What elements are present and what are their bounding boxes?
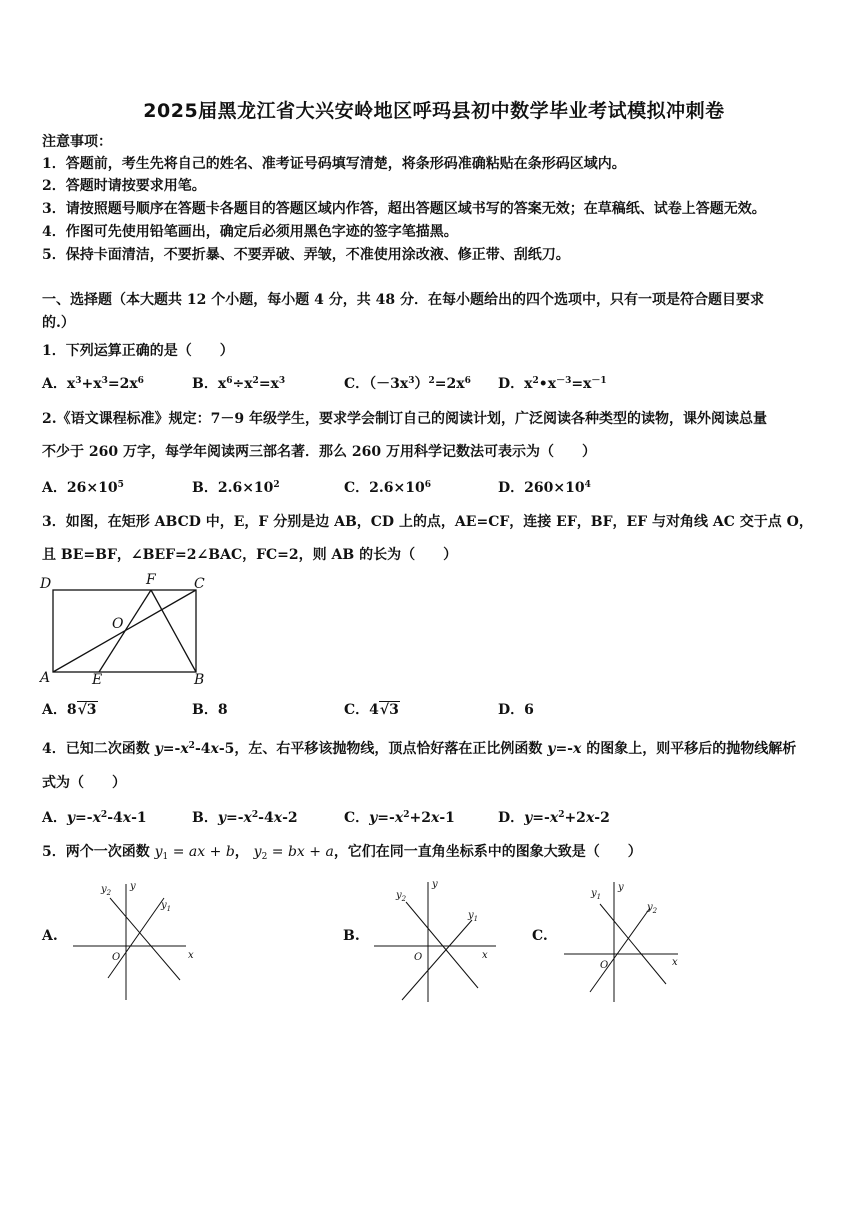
label-e: E: [92, 672, 103, 688]
y1-label: $y_1$: [468, 910, 479, 923]
q1-option-d: D．$x^2•x^{-3}=x^{-1}$: [498, 376, 607, 392]
q4-stem-line2: 式为（ ）: [42, 775, 126, 791]
note-item-4: 4．作图可先使用铅笔画出，确定后必须用黑色字迹的签字笔描黑。: [42, 224, 458, 240]
q4-option-c: C．$y=-x^2+2x-1$: [344, 810, 455, 826]
rectangle-abcd-figure: [36, 572, 216, 688]
y1-label: $y_1$: [591, 888, 602, 901]
origin-label: O: [112, 952, 121, 963]
y2-label: $y_2$: [647, 902, 658, 915]
q1-option-b: B．$x^6\div x^2=x^3$: [192, 376, 286, 392]
x-label: x: [672, 957, 678, 968]
q5-graph-b: [368, 876, 504, 1006]
q3-option-b: B．8: [192, 702, 228, 718]
origin-label: O: [600, 960, 609, 971]
note-item-3: 3．请按照题号顺序在答题卡各题目的答题区域内作答，超出答题区域书写的答案无效；在草稿纸、试卷上答题无效。: [42, 201, 766, 217]
label-c: C: [194, 576, 205, 592]
label-o: O: [112, 616, 124, 632]
line-y1: [600, 904, 666, 984]
section-heading-line2: 的.）: [42, 315, 75, 331]
q2-options: [42, 478, 842, 498]
q3-options: [42, 700, 842, 720]
q4-option-b: B．$y=-x^2-4x-2$: [192, 810, 298, 826]
note-item-1: 1．答题前，考生先将自己的姓名、准考证号码填写清楚，将条形码准确粘贴在条形码区域内。: [42, 156, 626, 172]
line-y1: [402, 920, 472, 1000]
y-label: y: [432, 879, 438, 890]
q5-option-c-label: C.: [532, 928, 548, 944]
q2-option-c: C．$2.6\times 10^6$: [344, 480, 431, 496]
y2-label: $y_2$: [396, 890, 407, 903]
x-label: x: [482, 950, 488, 961]
q3-stem-line1: 3．如图，在矩形 ABCD 中，E，F 分别是边 AB，CD 上的点，AE=CF，连接 EF，BF，EF 与对角线 AC 交于点 O，: [42, 514, 813, 530]
note-item-2: 2．答题时请按要求用笔。: [42, 178, 206, 194]
q1-option-c: C．$(-3x^3)^2=2x^6$: [344, 376, 471, 392]
q5-stem: 5．两个一次函数 $y_1$ = ax + b， $y_2$ = bx + a，它们在同一直角坐标系中的图象大致是（ ）: [42, 844, 642, 862]
x-label: x: [188, 950, 194, 961]
q4-option-d: D．$y=-x^2+2x-2$: [498, 810, 610, 826]
notes-heading: 注意事项：: [42, 134, 112, 150]
label-b: B: [194, 672, 205, 688]
q2-stem-line1: 2.《语文课程标准》规定：7－9 年级学生，要求学会制订自己的阅读计划，广泛阅读各种类型的读物，课外阅读总量: [42, 411, 767, 427]
q4-stem-line1: 4．已知二次函数 $y=-x^2-4x-5$，左、右平移该抛物线，顶点恰好落在正比例函数 y=-x 的图象上，则平移后的抛物线解析: [42, 741, 797, 757]
q3-option-c: C．4√3: [344, 702, 399, 718]
q3-stem-line2: 且 BE=BF，∠BEF=2∠BAC，FC=2，则 AB 的长为（ ）: [42, 547, 458, 563]
q3-option-d: D．6: [498, 702, 534, 718]
q2-option-d: D．$260\times 10^4$: [498, 480, 591, 496]
q5-graph-c: [560, 876, 690, 1006]
q2-stem-line2: 不少于 260 万字，每学年阅读两三部名著．那么 260 万用科学记数法可表示为（ ）: [42, 444, 596, 460]
q1-option-a: A．$x^3+x^3=2x^6$: [42, 376, 144, 392]
label-a: A: [40, 670, 51, 686]
q4-options: [42, 808, 842, 828]
q1-stem: 1．下列运算正确的是（ ）: [42, 343, 234, 359]
segment-ef: [99, 590, 151, 672]
y-label: y: [130, 881, 136, 892]
q5-option-a-label: A.: [42, 928, 58, 944]
q5-option-b-label: B.: [343, 928, 360, 944]
q4-option-a: A．$y=-x^2-4x-1$: [42, 810, 147, 826]
y1-label: $y_1$: [161, 900, 172, 913]
q5-graph-a: [68, 878, 198, 1004]
section-heading-line1: 一、选择题（本大题共 12 个小题，每小题 4 分，共 48 分．在每小题给出的四个选项中，只有一项是符合题目要求: [42, 292, 764, 308]
q2-option-b: B．$2.6\times 10^2$: [192, 480, 280, 496]
page-title: 2025届黑龙江省大兴安岭地区呼玛县初中数学毕业考试模拟冲刺卷: [143, 100, 725, 122]
y-label: y: [618, 882, 624, 893]
origin-label: O: [414, 952, 423, 963]
q2-option-a: A．$26\times 10^5$: [42, 480, 124, 496]
y2-label: $y_2$: [101, 884, 112, 897]
label-d: D: [40, 576, 52, 592]
line-y1: [108, 898, 164, 978]
q1-options: [42, 374, 842, 394]
note-item-5: 5．保持卡面清洁，不要折暴、不要弄破、弄皱，不准使用涂改液、修正带、刮纸刀。: [42, 247, 570, 263]
label-f: F: [146, 572, 156, 588]
line-y2: [590, 908, 650, 992]
q3-option-a: A．8√3: [42, 702, 97, 718]
